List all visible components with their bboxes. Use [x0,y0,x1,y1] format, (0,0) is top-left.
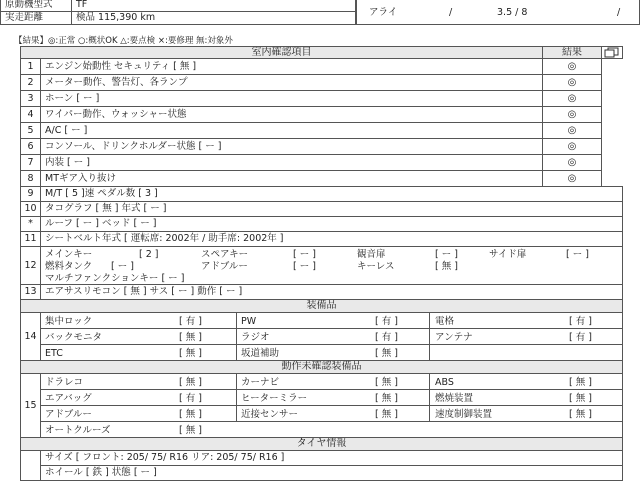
alignment-label: アライ [369,7,398,18]
tire-size-row: サイズ [ フロント: 205/ 75/ R16 リア: 205/ 75/ R16 ] [40,450,623,466]
item-number: 5 [20,122,41,139]
equip-value: [ 無 ] [179,409,202,420]
item-number: 14 [20,312,41,361]
item-text: コンソール、ドリンクホルダー状態 [ ー ] [40,138,543,155]
equip-value: [ 無 ] [179,348,202,359]
item-text: ホーン [ ー ] [40,90,543,107]
equip-label: カーナビ [241,377,280,388]
equip-value: [ 有 ] [375,316,398,327]
equip-value: [ 無 ] [179,332,202,343]
key-value: [ ー ] [293,261,316,272]
equip-value: [ 無 ] [375,409,398,420]
item-text: ワイパー動作、ウォッシャー状態 [40,106,543,123]
item-number: 15 [20,373,41,438]
equip-label: ABS [435,377,454,388]
equip-label: 電格 [435,316,455,327]
alignment-tail: / [617,7,621,18]
roof-bed-row: ルーフ [ ー ] ベッド [ ー ] [40,216,623,232]
key-value: [ 無 ] [435,261,458,272]
item-result: ◎ [542,154,602,171]
keys-row [40,246,623,285]
equip-value: [ 有 ] [179,393,202,404]
item-result: ◎ [542,106,602,123]
equip-value: [ 有 ] [569,316,592,327]
item-text: エンジン始動性 セキュリティ [ 無 ] [40,58,543,75]
equipment-grid [40,312,623,361]
air-suspension-row: エアサスリモコン [ 無 ] サス [ ー ] 動作 [ ー ] [40,284,623,300]
item-number: 1 [20,58,41,75]
item-result: ◎ [542,58,602,75]
item-number: 11 [20,231,41,247]
item-number: 10 [20,201,41,217]
unverified-grid [40,373,623,438]
equip-value: [ 無 ] [375,348,398,359]
item-number: * [20,216,41,232]
item-number: 9 [20,186,41,202]
engine-type-label: 原動機型式 [0,0,72,12]
equip-label: ドラレコ [45,377,84,388]
tachograph-row: タコグラフ [ 無 ] 年式 [ ー ] [40,201,623,217]
item-number: 12 [20,246,41,285]
equip-label: アドブルー [45,409,92,420]
equip-label: ETC [45,348,63,359]
key-label: 燃料タンク [45,261,93,272]
item-number: 13 [20,284,41,300]
key-value: [ 2 ] [139,249,159,260]
equip-label: アンテナ [435,332,473,343]
equip-value: [ 無 ] [375,393,398,404]
equip-label: 燃焼装置 [435,393,474,404]
equip-value: [ 無 ] [569,409,592,420]
key-label: キーレス [357,261,395,272]
tire-section-title: タイヤ情報 [20,437,623,451]
copy-icon[interactable] [601,46,623,59]
unverified-section-title: 動作未確認装備品 [20,360,623,374]
item-text: 内装 [ ー ] [40,154,543,171]
item-number: 2 [20,74,41,91]
item-number: 4 [20,106,41,123]
wheel-row: ホイール [ 鉄 ] 状態 [ ー ] [40,465,623,481]
equip-value: [ 無 ] [179,377,202,388]
result-legend: 【結果】◎:正常 ○:概状OK △:要点検 ×:要修理 無:対象外 [14,36,233,46]
result-header: 結果 [542,46,602,59]
equip-value: [ 無 ] [569,377,592,388]
tire-number-cell [20,450,41,481]
equip-label: バックモニタ [45,332,103,343]
mt-gear-row: M/T [ 5 ]速 ペダル数 [ 3 ] [40,186,623,202]
item-text: MTギア入り抜け [40,170,543,187]
key-value: [ ー ] [111,261,134,272]
equip-label: ラジオ [241,332,270,343]
equip-label: 坂道補助 [241,348,280,359]
item-result: ◎ [542,170,602,187]
key-label: スペアキー [201,249,249,260]
equip-label: 集中ロック [45,316,93,327]
seatbelt-row: シートベルト年式 [ 運転席: 2002年 / 助手席: 2002年 ] [40,231,623,247]
equip-value: [ 無 ] [179,425,202,436]
key-label: サイド扉 [489,249,527,260]
equip-value: [ 有 ] [569,332,592,343]
interior-section-title: 室内確認項目 [20,46,543,59]
equip-value: [ 有 ] [375,332,398,343]
item-number: 6 [20,138,41,155]
equip-label: エアバッグ [45,393,92,404]
item-text: A/C [ ー ] [40,122,543,139]
item-result: ◎ [542,138,602,155]
mileage-label: 実走距離 [0,11,72,25]
alignment-box [356,0,640,25]
item-result: ◎ [542,90,602,107]
key-value: [ ー ] [435,249,458,260]
equip-label: ヒーターミラー [241,393,308,404]
key-label: メインキー [45,249,93,260]
item-number: 7 [20,154,41,171]
item-text: メーター動作、警告灯、各ランプ [40,74,543,91]
equip-label: 近接センサー [241,409,299,420]
key-value: [ ー ] [293,249,316,260]
item-number: 8 [20,170,41,187]
engine-type-value: TF [71,0,356,12]
equip-value: [ 有 ] [179,316,202,327]
equip-value: [ 無 ] [375,377,398,388]
multifunction-key: マルチファンクションキー [ ー ] [45,273,185,284]
alignment-slash: / [449,7,453,18]
equip-value: [ 無 ] [569,393,592,404]
equipment-section-title: 装備品 [20,299,623,313]
alignment-value: 3.5 / 8 [497,7,528,18]
key-value: [ ー ] [566,249,589,260]
key-label: アドブルー [201,261,248,272]
item-number: 3 [20,90,41,107]
item-result: ◎ [542,74,602,91]
equip-label: オートクルーズ [45,425,111,436]
key-label: 観音扉 [357,249,386,260]
mileage-value: 検品 115,390 km [71,11,356,25]
item-result: ◎ [542,122,602,139]
equip-label: 速度制御装置 [435,409,493,420]
equip-label: PW [241,316,257,327]
